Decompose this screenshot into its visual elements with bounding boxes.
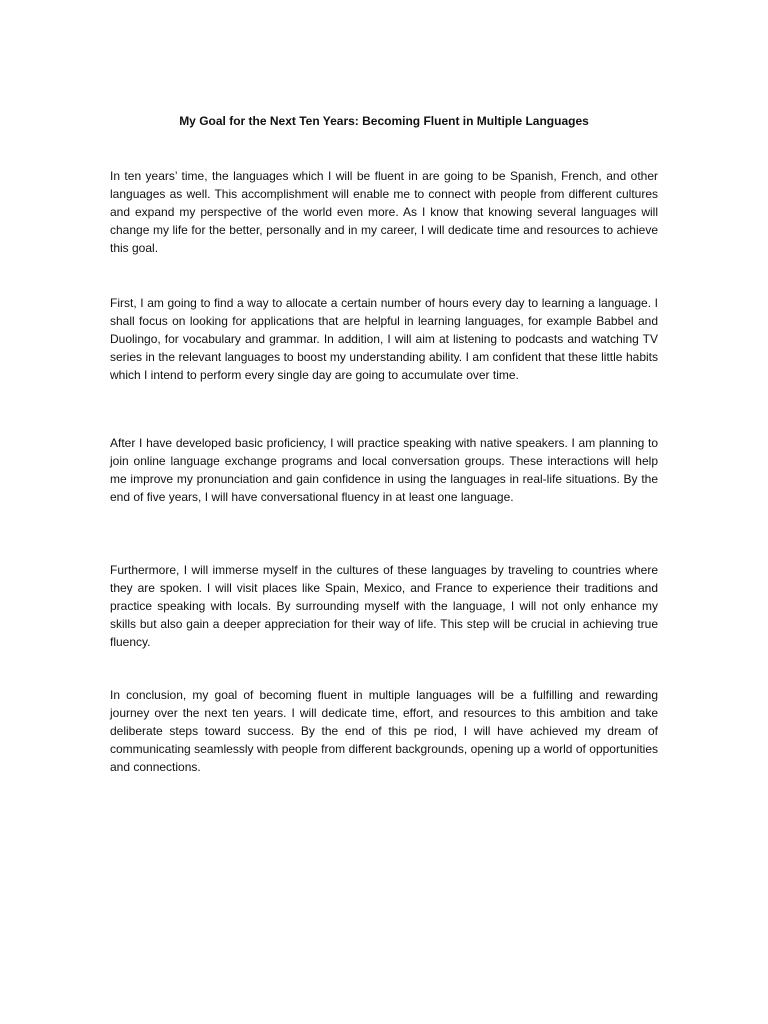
paragraph-native-speakers: After I have developed basic proficiency, I will practice speaking with native speakers. I am planning to join online language exchange programs and local conversation groups. These interactions will help me improve my pronunciation and gain confidence in using the languages in real-life situations. By the end of five years, I will have conversational fluency in at least one language.: [110, 436, 658, 504]
document-title: My Goal for the Next Ten Years: Becoming Fluent in Multiple Languages: [179, 114, 589, 128]
paragraph-cultural-immersion: Furthermore, I will immerse myself in the cultures of these languages by traveling to countries where they are spoken. I will visit places like Spain, Mexico, and France to experience their traditions and practice speaking with locals. By surrounding myself with the language, I will not only enhance my skills but also gain a deeper appreciation for their way of life. This step will be crucial in achieving true fluency.: [110, 563, 658, 649]
paragraph-intro: In ten years’ time, the languages which I will be fluent in are going to be Spanish, French, and other languages as well. This accomplishment will enable me to connect with people from different cultures and expand my perspective of the world even more. As I know that knowing several languages will change my life for the better, personally and in my career, I will dedicate time and resources to achieve this goal.: [110, 169, 658, 255]
paragraph-conclusion: In conclusion, my goal of becoming fluent in multiple languages will be a fulfilling and rewarding journey over the next ten years. I will dedicate time, effort, and resources to this ambition and take deliberate steps toward success. By the end of this pe riod, I will have achieved my dream of communicating seamlessly with people from different backgrounds, opening up a world of opportunities and connections.: [110, 688, 658, 774]
paragraph-daily-practice: First, I am going to find a way to allocate a certain number of hours every day to learning a language. I shall focus on looking for applications that are helpful in learning languages, for example Babbel and Duolingo, for vocabulary and grammar. In addition, I will aim at listening to podcasts and watching TV series in the relevant languages to boost my understanding ability. I am confident that these little habits which I intend to perform every single day are going to accumulate over time.: [110, 296, 658, 382]
